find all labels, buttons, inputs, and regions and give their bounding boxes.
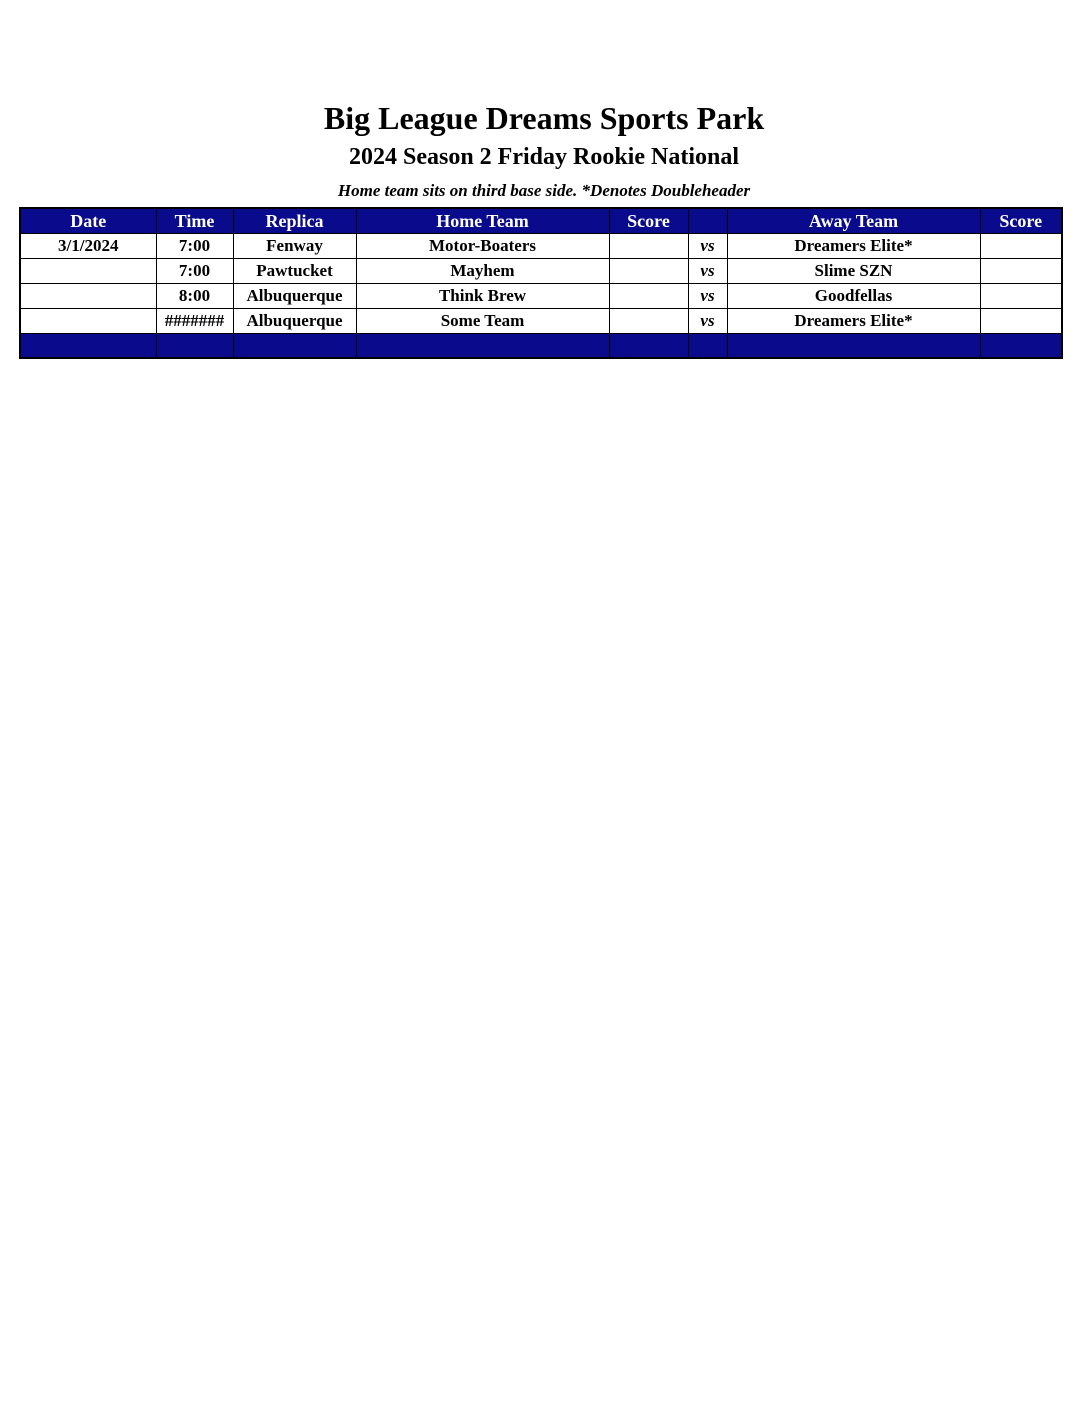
cell-time: 7:00 [156, 259, 233, 284]
table-row [20, 234, 1062, 259]
cell-time: 8:00 [156, 284, 233, 309]
footer-cell [609, 334, 688, 359]
footer-cell [980, 334, 1062, 359]
footer-cell [688, 334, 727, 359]
cell-away-score [980, 284, 1062, 309]
cell-away-team: Dreamers Elite* [727, 234, 980, 259]
cell-home-score [609, 259, 688, 284]
cell-time: ####### [156, 309, 233, 334]
column-header-home-team: Home Team [356, 208, 609, 234]
cell-replica: Pawtucket [233, 259, 356, 284]
cell-date [20, 309, 156, 334]
column-header-away-score: Score [980, 208, 1062, 234]
cell-time: 7:00 [156, 234, 233, 259]
cell-date: 3/1/2024 [20, 234, 156, 259]
cell-replica: Albuquerque [233, 284, 356, 309]
column-header-replica: Replica [233, 208, 356, 234]
cell-home-team: Some Team [356, 309, 609, 334]
cell-date [20, 259, 156, 284]
table-row [20, 284, 1062, 309]
cell-home-team: Mayhem [356, 259, 609, 284]
cell-away-team: Dreamers Elite* [727, 309, 980, 334]
cell-away-team: Goodfellas [727, 284, 980, 309]
cell-away-team: Slime SZN [727, 259, 980, 284]
footer-cell [156, 334, 233, 359]
cell-away-score [980, 259, 1062, 284]
cell-home-team: Think Brew [356, 284, 609, 309]
table-row [20, 259, 1062, 284]
cell-home-score [609, 234, 688, 259]
schedule-note: Home team sits on third base side. *Denotes Doubleheader [337, 181, 751, 200]
column-header-home-score: Score [609, 208, 688, 234]
cell-vs: vs [688, 259, 727, 284]
page-title: Big League Dreams Sports Park [323, 100, 765, 136]
footer-cell [356, 334, 609, 359]
schedule-table [19, 207, 1063, 359]
cell-vs: vs [688, 234, 727, 259]
cell-home-score [609, 284, 688, 309]
column-header-away-team: Away Team [727, 208, 980, 234]
footer-cell [233, 334, 356, 359]
cell-away-score [980, 234, 1062, 259]
cell-home-team: Motor-Boaters [356, 234, 609, 259]
cell-vs: vs [688, 309, 727, 334]
cell-date [20, 284, 156, 309]
page-subtitle: 2024 Season 2 Friday Rookie National [348, 144, 740, 170]
cell-away-score [980, 309, 1062, 334]
column-header-date: Date [20, 208, 156, 234]
cell-home-score [609, 309, 688, 334]
cell-replica: Albuquerque [233, 309, 356, 334]
table-header-row [20, 208, 1062, 234]
footer-cell [20, 334, 156, 359]
table-row [20, 309, 1062, 334]
column-header-vs [688, 208, 727, 234]
column-header-time: Time [156, 208, 233, 234]
cell-vs: vs [688, 284, 727, 309]
footer-cell [727, 334, 980, 359]
cell-replica: Fenway [233, 234, 356, 259]
table-footer-row [20, 334, 1062, 359]
